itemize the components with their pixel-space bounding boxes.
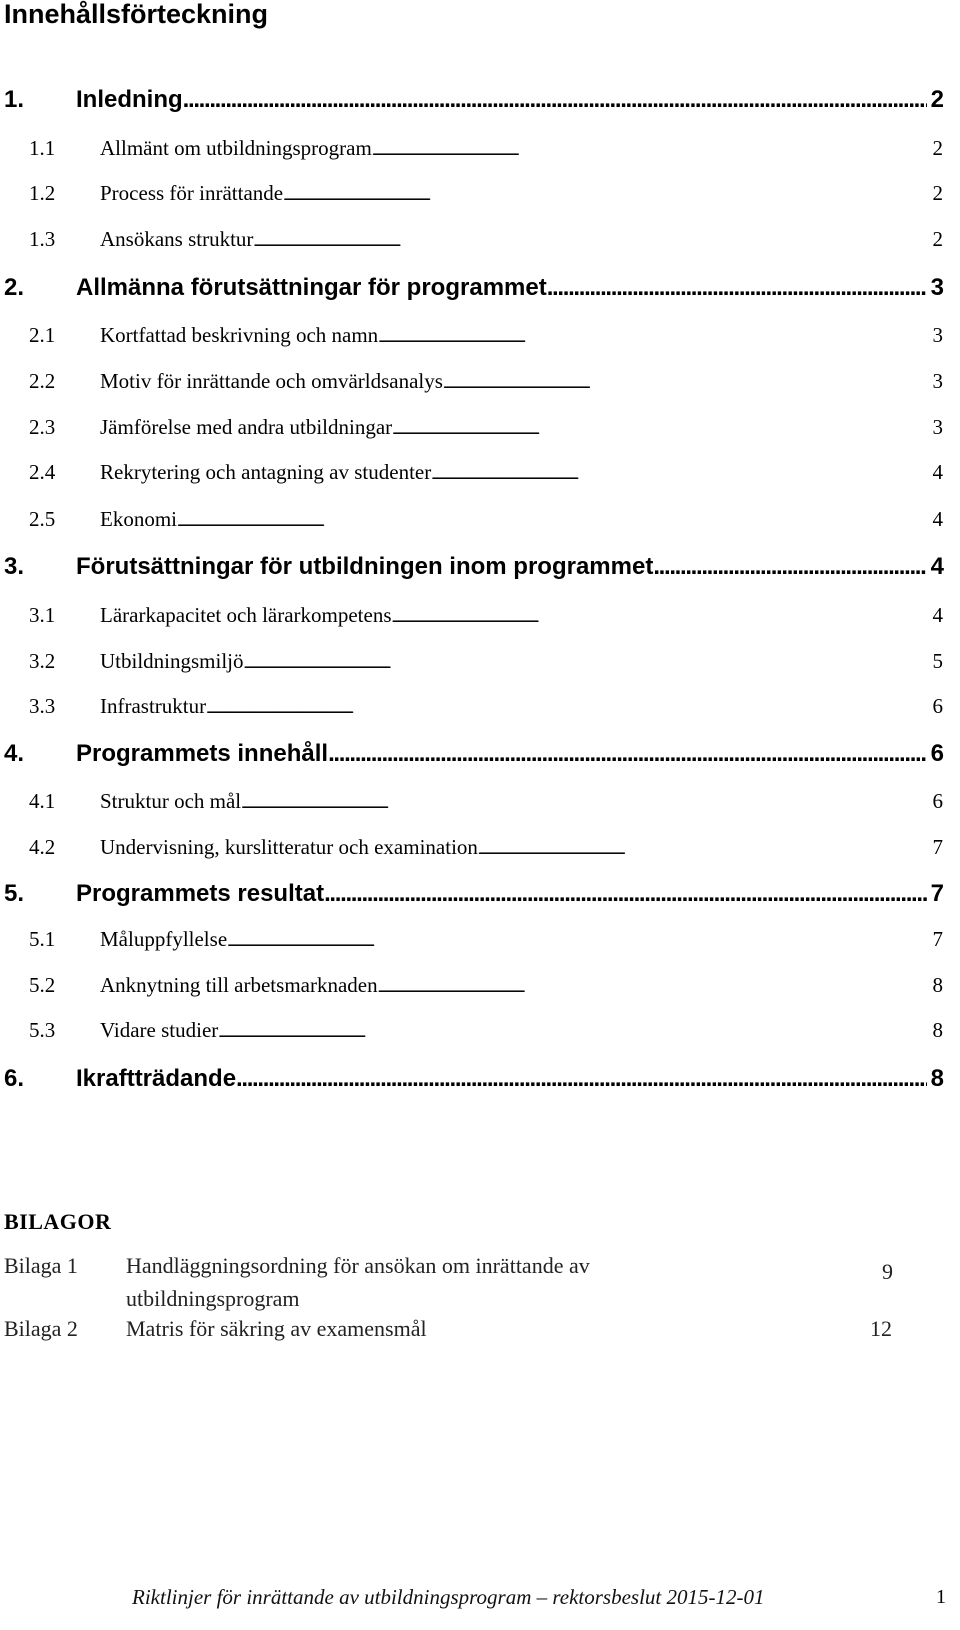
toc-dot-leader <box>478 835 929 860</box>
toc-entry-page: 6 <box>932 789 943 813</box>
toc-dot-leader <box>177 507 929 532</box>
toc-entry-number: 5.2 <box>29 973 56 997</box>
toc-entry-page: 2 <box>932 181 943 205</box>
toc-chapter-entry[interactable] <box>4 880 944 908</box>
toc-entry-number: 3. <box>4 553 25 580</box>
toc-dot-leader <box>253 227 928 252</box>
toc-entry-page: 4 <box>930 553 944 580</box>
toc-section-entry[interactable] <box>29 227 943 252</box>
toc-section-entry[interactable] <box>29 181 943 206</box>
toc-dot-leader <box>431 460 928 485</box>
toc-entry-number: 6. <box>4 1065 25 1092</box>
bilaga-page: 12 <box>870 1316 892 1341</box>
toc-section-entry[interactable] <box>29 835 943 860</box>
toc-entry-number: 2.3 <box>29 415 56 439</box>
toc-dot-leader <box>183 86 927 114</box>
toc-entry-number: 5.3 <box>29 1018 56 1042</box>
toc-entry-text: Undervisning, kurslitteratur och examination <box>100 835 478 859</box>
toc-entry-page: 3 <box>930 274 944 301</box>
toc-dot-leader <box>372 136 929 161</box>
toc-dot-leader <box>443 369 929 394</box>
toc-entry-number: 1.1 <box>29 136 56 160</box>
toc-dot-leader <box>206 694 928 719</box>
toc-entry-page: 6 <box>932 694 943 718</box>
toc-section-entry[interactable] <box>29 1018 943 1043</box>
toc-dot-leader <box>378 973 929 998</box>
toc-chapter-entry[interactable] <box>4 740 944 768</box>
toc-entry-number: 1.2 <box>29 181 56 205</box>
toc-section-entry[interactable] <box>29 460 943 485</box>
bilaga-page: 9 <box>882 1259 893 1284</box>
toc-entry-number: 3.3 <box>29 694 56 718</box>
toc-entry-text: Vidare studier <box>100 1018 219 1042</box>
toc-entry-number: 5. <box>4 880 25 907</box>
toc-entry-page: 4 <box>932 603 943 627</box>
toc-entry-page: 8 <box>932 973 943 997</box>
toc-entry-page: 7 <box>932 927 943 951</box>
toc-section-entry[interactable] <box>29 369 943 394</box>
toc-dot-leader <box>392 415 928 440</box>
toc-entry-number: 1.3 <box>29 227 56 251</box>
toc-entry-text: Struktur och mål <box>100 789 242 813</box>
toc-dot-leader <box>236 1065 927 1093</box>
toc-dot-leader <box>324 880 927 908</box>
toc-entry-page: 6 <box>930 740 944 767</box>
toc-entry-page: 3 <box>932 323 943 347</box>
toc-chapter-entry[interactable] <box>4 86 944 114</box>
toc-dot-leader <box>241 789 928 814</box>
toc-dot-leader <box>392 603 929 628</box>
toc-entry-text: Process för inrättande <box>100 181 284 205</box>
toc-section-entry[interactable] <box>29 323 943 348</box>
toc-entry-text: Ansökans struktur <box>100 227 254 251</box>
bilaga-label: Bilaga 2 <box>4 1316 78 1341</box>
toc-section-entry[interactable] <box>29 694 943 719</box>
toc-entry-text: Programmets innehåll <box>76 740 329 767</box>
toc-entry-text: Ikraftträdande <box>76 1065 237 1092</box>
toc-entry-number: 4. <box>4 740 25 767</box>
toc-entry-page: 4 <box>932 460 943 484</box>
toc-entry-page: 2 <box>932 136 943 160</box>
toc-dot-leader <box>378 323 928 348</box>
toc-entry-page: 2 <box>932 227 943 251</box>
toc-entry-number: 5.1 <box>29 927 56 951</box>
toc-entry-number: 4.2 <box>29 835 56 859</box>
toc-entry-number: 3.1 <box>29 603 56 627</box>
toc-entry-page: 2 <box>930 86 944 113</box>
bilaga-title: Matris för säkring av examensmål <box>126 1316 427 1341</box>
footer-page-number: 1 <box>936 1586 946 1608</box>
toc-entry-number: 2.2 <box>29 369 56 393</box>
toc-section-entry[interactable] <box>29 649 943 674</box>
toc-entry-text: Kortfattad beskrivning och namn <box>100 323 379 347</box>
toc-section-entry[interactable] <box>29 927 943 952</box>
toc-entry-number: 2.5 <box>29 507 56 531</box>
page-footer: Riktlinjer för inrättande av utbildningsprogram – rektorsbeslut 2015-12-01 <box>132 1585 765 1609</box>
bilaga-label: Bilaga 1 <box>4 1253 78 1278</box>
toc-dot-leader <box>547 274 927 302</box>
toc-entry-number: 1. <box>4 86 25 113</box>
toc-dot-leader <box>328 740 927 768</box>
toc-dot-leader <box>218 1018 928 1043</box>
toc-section-entry[interactable] <box>29 136 943 161</box>
toc-entry-text: Infrastruktur <box>100 694 207 718</box>
toc-entry-text: Rekrytering och antagning av studenter <box>100 460 432 484</box>
toc-chapter-entry[interactable] <box>4 553 944 581</box>
toc-entry-number: 2. <box>4 274 25 301</box>
toc-entry-page: 7 <box>932 835 943 859</box>
toc-entry-number: 2.1 <box>29 323 56 347</box>
toc-title: Innehållsförteckning <box>4 0 269 29</box>
toc-dot-leader <box>283 181 928 206</box>
toc-entry-text: Motiv för inrättande och omvärldsanalys <box>100 369 443 393</box>
toc-entry-number: 3.2 <box>29 649 56 673</box>
bilaga-title: Handläggningsordning för ansökan om inrättande av utbildningsprogram <box>126 1253 590 1311</box>
toc-section-entry[interactable] <box>29 973 943 998</box>
toc-entry-page: 8 <box>930 1065 944 1092</box>
toc-entry-text: Allmänt om utbildningsprogram <box>100 136 372 160</box>
toc-section-entry[interactable] <box>29 415 943 440</box>
toc-entry-number: 2.4 <box>29 460 56 484</box>
toc-entry-text: Anknytning till arbetsmarknaden <box>100 973 378 997</box>
toc-entry-text: Förutsättningar för utbildningen inom programmet <box>76 553 654 580</box>
toc-entry-text: Måluppfyllelse <box>100 927 228 951</box>
toc-entry-text: Utbildningsmiljö <box>100 649 244 673</box>
toc-dot-leader <box>227 927 928 952</box>
bilagor-heading: BILAGOR <box>4 1209 112 1234</box>
toc-section-entry[interactable] <box>29 603 943 628</box>
toc-dot-leader <box>653 553 926 581</box>
toc-entry-number: 4.1 <box>29 789 56 813</box>
toc-section-entry[interactable] <box>29 507 943 532</box>
toc-entry-page: 3 <box>932 369 943 393</box>
toc-section-entry[interactable] <box>29 789 943 814</box>
toc-entry-text: Programmets resultat <box>76 880 325 907</box>
toc-entry-page: 8 <box>932 1018 943 1042</box>
toc-dot-leader <box>244 649 929 674</box>
toc-entry-text: Inledning <box>76 86 183 113</box>
toc-chapter-entry[interactable] <box>4 1065 944 1093</box>
toc-entry-text: Lärarkapacitet och lärarkompetens <box>100 603 392 627</box>
toc-entry-text: Jämförelse med andra utbildningar <box>100 415 393 439</box>
toc-entry-text: Ekonomi <box>100 507 177 531</box>
toc-entry-page: 3 <box>932 415 943 439</box>
toc-entry-text: Allmänna förutsättningar för programmet <box>76 274 547 301</box>
toc-entry-page: 4 <box>932 507 943 531</box>
toc-entry-page: 5 <box>932 649 943 673</box>
toc-chapter-entry[interactable] <box>4 274 944 302</box>
toc-entry-page: 7 <box>930 880 944 907</box>
